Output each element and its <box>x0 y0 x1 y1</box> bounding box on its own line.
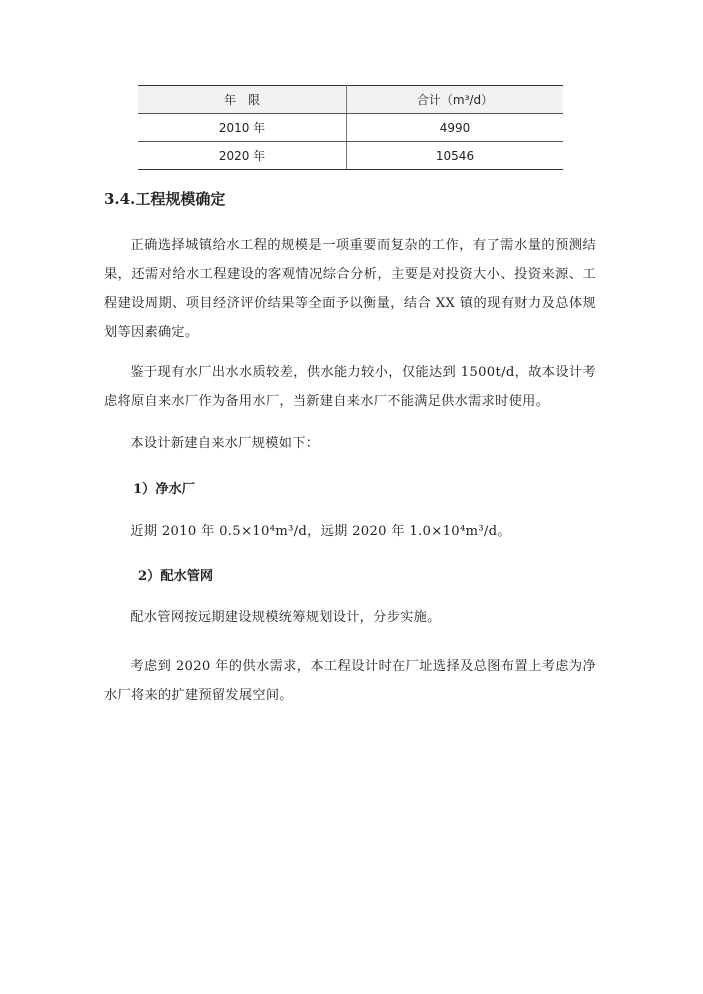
table-cell-total: 10546 <box>347 142 564 170</box>
section-heading: 3.4.工程规模确定 <box>104 190 226 208</box>
table-header-row <box>138 86 563 114</box>
water-demand-table <box>138 85 563 170</box>
paragraph-scale-determination: 正确选择城镇给水工程的规模是一项重要而复杂的工作，有了需水量的预测结果，还需对给水工程建设的客观情况综合分析，主要是对投资大小、投资来源、工程建设周期、项目经济评价结果等全面予以衡量，结合 XX 镇的现有财力及总体规划等因素确定。 <box>104 238 596 340</box>
paragraph-existing-plant: 鉴于现有水厂出水水质较差，供水能力较小，仅能达到 1500t/d，故本设计考虑将原自来水厂作为备用水厂，当新建自来水厂不能满足供水需求时使用。 <box>104 365 596 409</box>
table-cell-year: 2010 年 <box>138 114 347 142</box>
table-row <box>138 114 563 142</box>
paragraph-new-plant-intro: 本设计新建自来水厂规模如下： <box>130 436 320 451</box>
paragraph-expansion-space: 考虑到 2020 年的供水需求，本工程设计时在厂址选择及总图布置上考虑为净水厂将来的扩建预留发展空间。 <box>104 659 596 703</box>
subheading-distribution-network: 2）配水管网 <box>138 569 214 584</box>
table-row <box>138 142 563 170</box>
paragraph-network-plan: 配水管网按远期建设规模统筹规划设计，分步实施。 <box>130 610 441 625</box>
paragraph-plant-capacity: 近期 2010 年 0.5×10⁴m³/d，远期 2020 年 1.0×10⁴m³/d。 <box>130 524 511 539</box>
table-cell-total: 4990 <box>347 114 564 142</box>
header-year: 年 限 <box>138 86 347 114</box>
table-cell-year: 2020 年 <box>138 142 347 170</box>
header-total: 合计（m³/d） <box>347 86 564 114</box>
subheading-purification-plant: 1）净水厂 <box>133 482 195 497</box>
